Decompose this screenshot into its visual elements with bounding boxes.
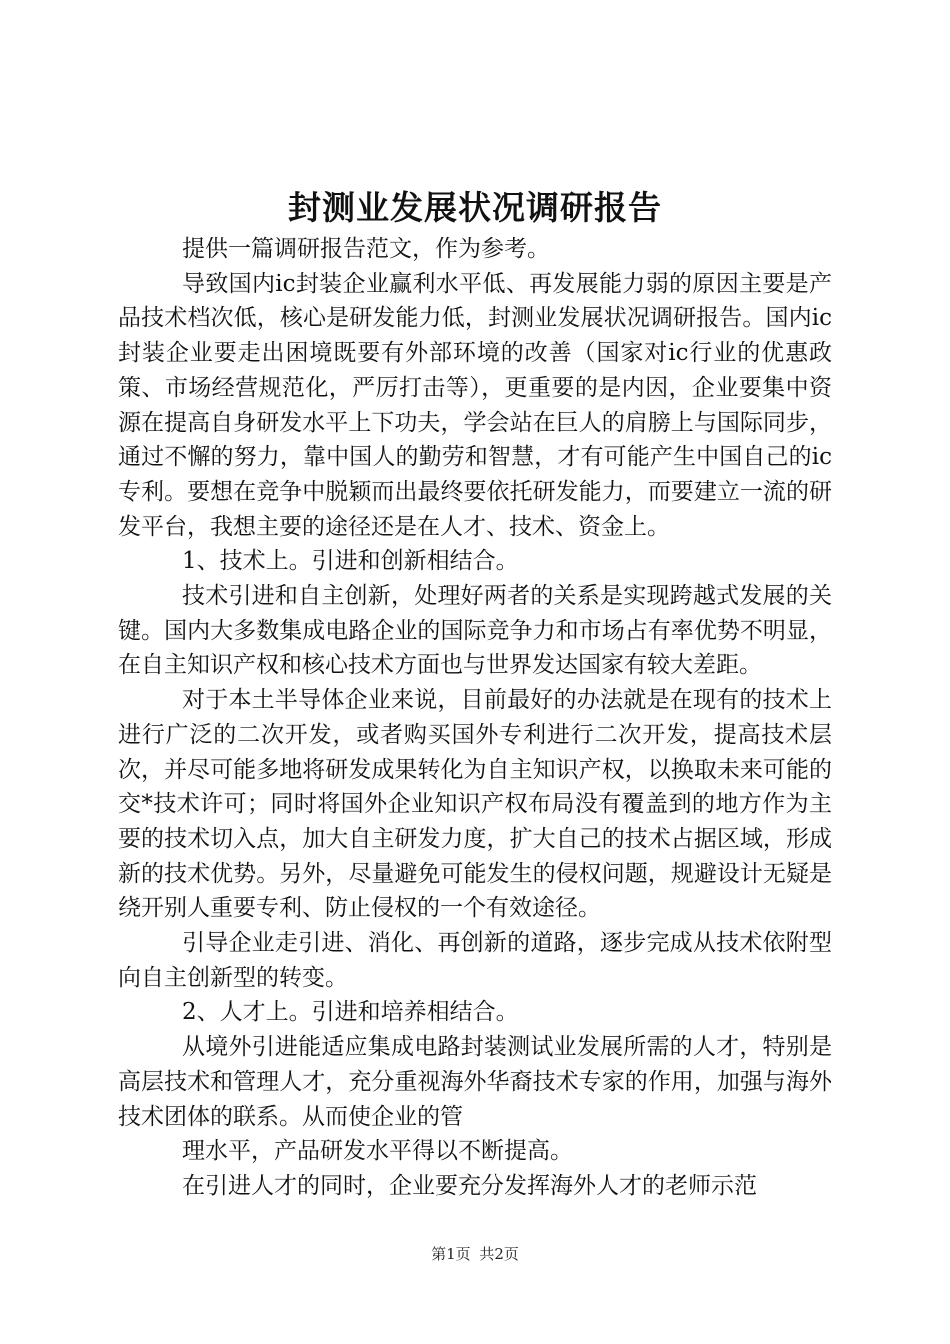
paragraph: 对于本土半导体企业来说，目前最好的办法就是在现有的技术上进行广泛的二次开发，或者购买国外专利进行二次开发，提高技术层次，并尽可能多地将研发成果转化为自主知识产权，以换取未来可能的交*技术许可；同时将国外企业知识产权布局没有覆盖到的地方作为主要的技术切入点，加大自主研发力度，扩大自己的技术占据区域，形成新的技术优势。另外，尽量避免可能发生的侵权问题，规避设计无疑是绕开别人重要专利、防止侵权的一个有效途径。 [118,687,832,922]
page-number: 第1页 [431,1245,471,1263]
page-footer [0,1244,950,1264]
paragraph: 引导企业走引进、消化、再创新的道路，逐步完成从技术依附型向自主创新型的转变。 [118,930,832,991]
document-body [118,232,832,1204]
paragraph: 提供一篇调研报告范文，作为参考。 [182,236,550,262]
paragraph: 从境外引进能适应集成电路封装测试业发展所需的人才，特别是高层技术和管理人才，充分重视海外华裔技术专家的作用，加强与海外技术团体的联系。从而使企业的管 [118,1034,832,1130]
paragraph: 2、人才上。引进和培养相结合。 [182,999,519,1026]
document-title: 封测业发展状况调研报告 [288,188,662,227]
paragraph: 导致国内ic封装企业赢利水平低、再发展能力弱的原因主要是产品技术档次低，核心是研发能力低，封测业发展状况调研报告。国内ic封装企业要走出困境既要有外部环境的改善（国家对ic行业的优惠政策、市场经营规范化，严厉打击等），更重要的是内因，企业要集中资源在提高自身研发水平上下功夫，学会站在巨人的肩膀上与国际同步，通过不懈的努力，靠中国人的勤劳和智慧，才有可能产生中国自己的ic专利。要想在竞争中脱颖而出最终要依托研发能力，而要建立一流的研发平台，我想主要的途径还是在人才、技术、资金上。 [118,270,832,540]
paragraph: 在引进人才的同时，企业要充分发挥海外人才的老师示范 [182,1172,757,1199]
page-total: 共2页 [479,1245,519,1263]
paragraph: 技术引进和自主创新，处理好两者的关系是实现跨越式发展的关键。国内大多数集成电路企业的国际竞争力和市场占有率优势不明显，在自主知识产权和核心技术方面也与世界发达国家有较大差距。 [118,583,832,679]
paragraph: 1、技术上。引进和创新相结合。 [182,548,519,575]
paragraph: 理水平，产品研发水平得以不断提高。 [182,1138,573,1165]
